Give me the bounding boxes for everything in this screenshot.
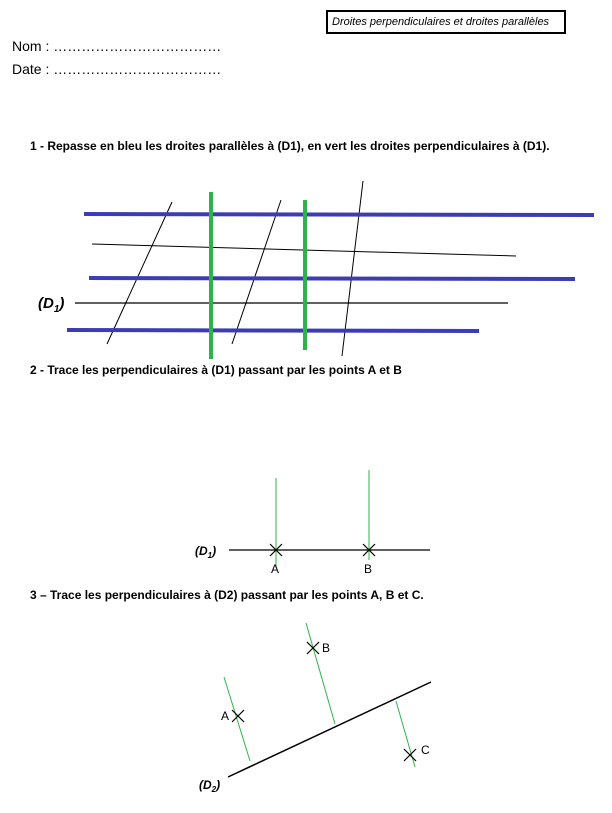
perpendicular-through-b-ex3 — [306, 623, 335, 724]
exercise-3-figure — [199, 623, 431, 794]
exercise-3-instruction: 3 – Trace les perpendiculaires à (D2) passant par les points A, B et C. — [30, 588, 424, 602]
point-b-cross-ex3 — [307, 642, 319, 654]
name-field-label: Nom : ……………………………… — [12, 38, 222, 54]
worksheet-title: Droites perpendiculaires et droites parallèles — [326, 10, 566, 34]
point-c-label-ex3: C — [421, 743, 430, 757]
d1-label: $(D_1)$ — [38, 295, 65, 315]
line-d2 — [228, 682, 431, 777]
date-field-label: Date : ……………………………… — [12, 61, 222, 77]
point-b-label: B — [364, 562, 373, 576]
exercise-1-instruction: 1 - Repasse en bleu les droites parallèles à (D1), en vert les droites perpendiculaires à (D1). — [30, 139, 550, 153]
d1-label-ex2: $(D_1)$ — [195, 544, 217, 560]
oblique-line-1 — [107, 202, 172, 344]
d2-label: $(D_2)$ — [199, 778, 221, 794]
point-a-cross-ex3 — [232, 710, 244, 722]
blue-parallel-line-2 — [89, 278, 575, 279]
exercise-2-figure — [195, 470, 430, 576]
point-b-label-ex3: B — [322, 641, 331, 655]
exercise-1-figure — [38, 181, 594, 359]
point-a-label: A — [271, 562, 280, 576]
oblique-line-2 — [232, 200, 281, 344]
point-a-label-ex3: A — [221, 709, 230, 723]
blue-parallel-line-3 — [67, 330, 479, 331]
blue-parallel-line-1 — [84, 214, 594, 215]
exercise-2-instruction: 2 - Trace les perpendiculaires à (D1) passant par les points A et B — [30, 363, 402, 377]
